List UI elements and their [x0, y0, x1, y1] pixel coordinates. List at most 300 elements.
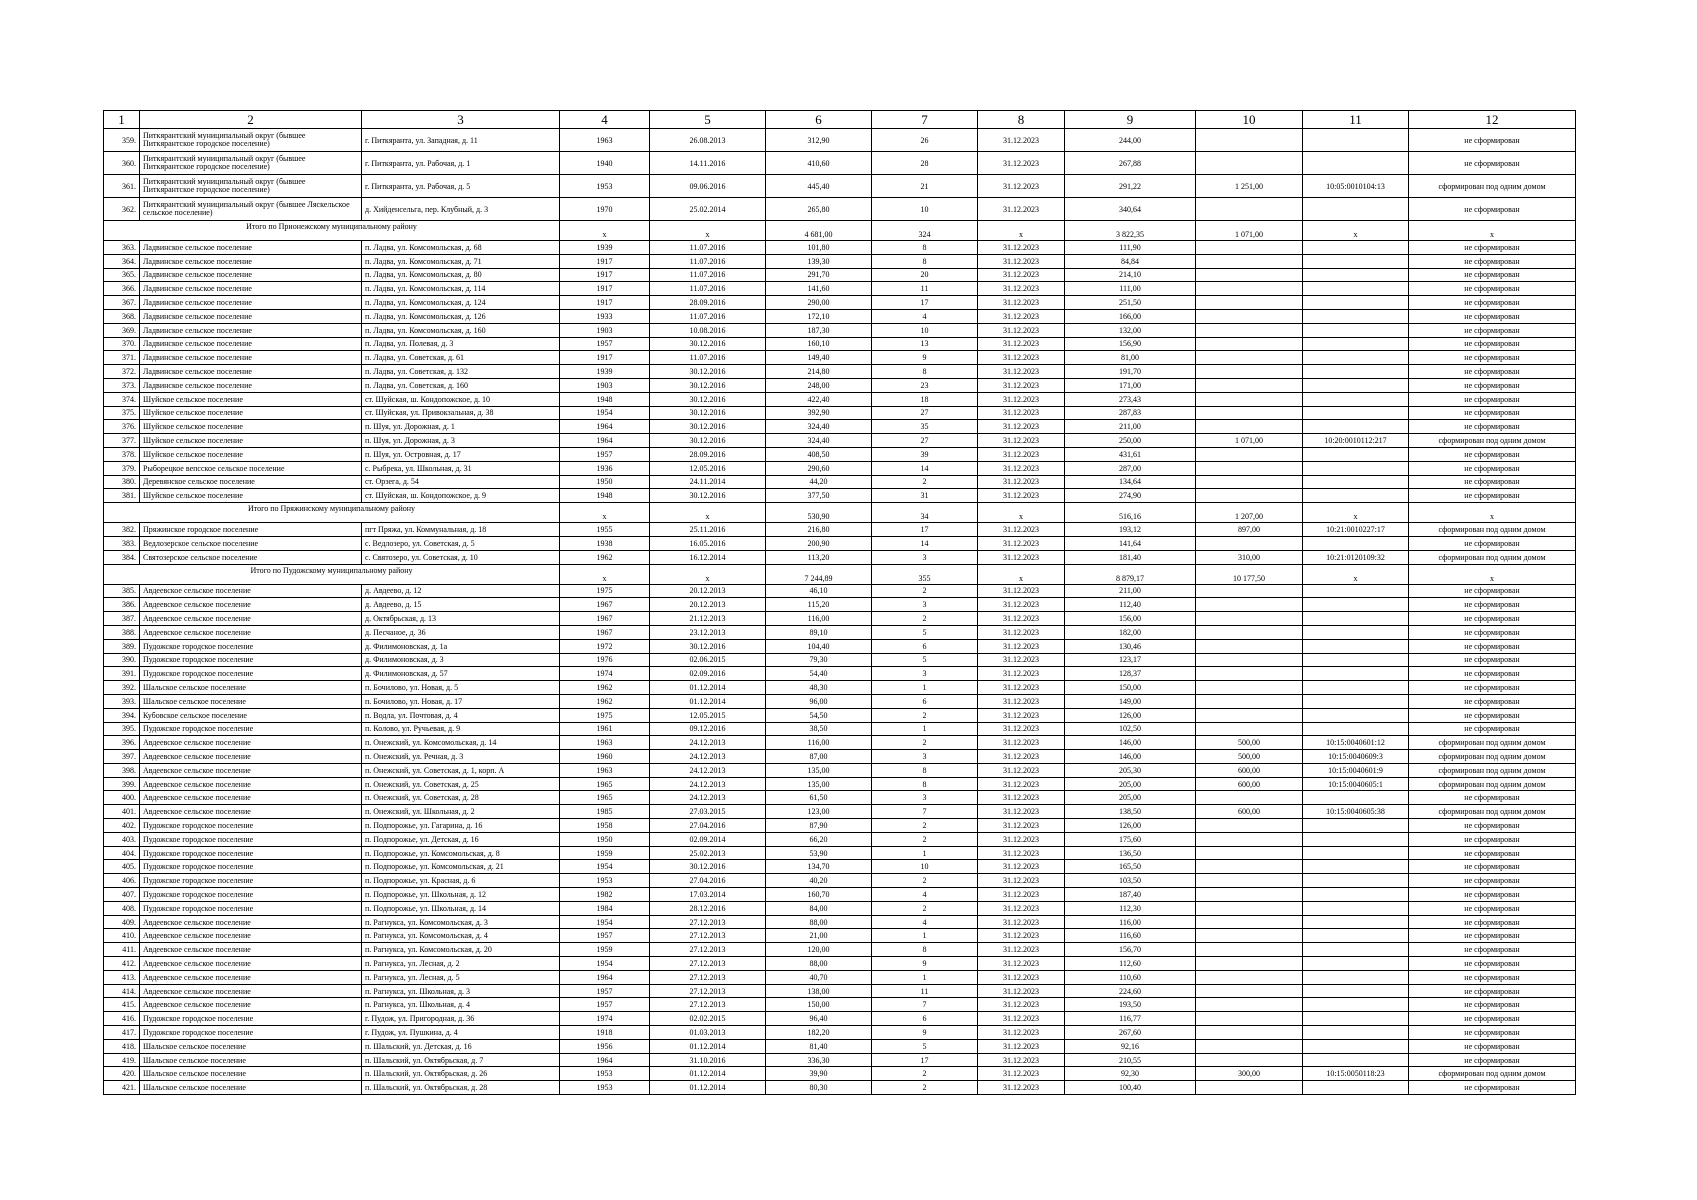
- cell-date: 02.09.2016: [650, 667, 766, 681]
- cell-area-2: 138,50: [1065, 805, 1196, 819]
- cell-plan-date: 31.12.2023: [978, 129, 1065, 152]
- cell-number: 378.: [104, 447, 140, 461]
- cell-address: п. Онежский, ул. Советская, д. 25: [362, 777, 560, 791]
- cell-year: 1964: [560, 420, 650, 434]
- cell-number: 417.: [104, 1026, 140, 1040]
- cell-status: не сформирован: [1409, 584, 1576, 598]
- cell-cadastral: [1303, 970, 1409, 984]
- cell-address: п. Онежский, ул. Школьная, д. 2: [362, 805, 560, 819]
- cell-plan-date: 31.12.2023: [978, 736, 1065, 750]
- cell-municipality: Кубовское сельское поселение: [140, 708, 362, 722]
- cell-people: 8: [872, 763, 978, 777]
- cell-area: 40,70: [766, 970, 872, 984]
- cell-cadastral: [1303, 1081, 1409, 1095]
- table-row: [104, 129, 1576, 152]
- col-header-4: 4: [560, 111, 650, 129]
- cell-people: 10: [872, 198, 978, 221]
- cell-land-area: [1196, 461, 1303, 475]
- cell-status: не сформирован: [1409, 888, 1576, 902]
- cell-area: 160,70: [766, 888, 872, 902]
- cell-year: 1953: [560, 1081, 650, 1095]
- cell-address: ст. Шуйская, ул. Привокзальная, д. 38: [362, 406, 560, 420]
- cell-number: 403.: [104, 832, 140, 846]
- cell-people: 10: [872, 860, 978, 874]
- cell-year: 1974: [560, 1012, 650, 1026]
- cell-area-2: 156,90: [1065, 337, 1196, 351]
- cell-area: 324,40: [766, 420, 872, 434]
- cell-address: п. Ладва, ул. Комсомольская, д. 71: [362, 254, 560, 268]
- cell-date: 27.12.2013: [650, 957, 766, 971]
- cell-number: 396.: [104, 736, 140, 750]
- cell-area: 324,40: [766, 434, 872, 448]
- cell-cadastral: x: [1303, 221, 1409, 241]
- cell-number: 388.: [104, 625, 140, 639]
- cell-people: 2: [872, 819, 978, 833]
- table-row: [104, 694, 1576, 708]
- cell-municipality: Авдеевское сельское поселение: [140, 929, 362, 943]
- table-row: [104, 1012, 1576, 1026]
- cell-area: 141,60: [766, 282, 872, 296]
- cell-area-2: 181,40: [1065, 550, 1196, 564]
- cell-number: 374.: [104, 392, 140, 406]
- table-row: [104, 639, 1576, 653]
- cell-address: ст. Орзега, д. 54: [362, 475, 560, 489]
- cell-land-area: [1196, 639, 1303, 653]
- cell-cadastral: [1303, 1026, 1409, 1040]
- cell-area: 116,00: [766, 612, 872, 626]
- cell-plan-date: x: [978, 221, 1065, 241]
- cell-date: x: [650, 221, 766, 241]
- cell-status: не сформирован: [1409, 282, 1576, 296]
- cell-people: 3: [872, 750, 978, 764]
- cell-year: 1948: [560, 489, 650, 503]
- cell-plan-date: 31.12.2023: [978, 846, 1065, 860]
- cell-area-2: 273,43: [1065, 392, 1196, 406]
- cell-municipality: Пудожское городское поселение: [140, 667, 362, 681]
- cell-municipality: Шуйское сельское поселение: [140, 406, 362, 420]
- cell-cadastral: 10:15:0040605:38: [1303, 805, 1409, 819]
- cell-cadastral: [1303, 998, 1409, 1012]
- cell-plan-date: 31.12.2023: [978, 901, 1065, 915]
- cell-people: 3: [872, 598, 978, 612]
- cell-date: 30.12.2016: [650, 365, 766, 379]
- cell-status: не сформирован: [1409, 365, 1576, 379]
- cell-land-area: [1196, 901, 1303, 915]
- cell-land-area: [1196, 874, 1303, 888]
- cell-area: 123,00: [766, 805, 872, 819]
- cell-date: 01.12.2014: [650, 1081, 766, 1095]
- cell-date: 30.12.2016: [650, 434, 766, 448]
- cell-date: 12.05.2016: [650, 461, 766, 475]
- cell-area-2: 150,00: [1065, 681, 1196, 695]
- cell-address: п. Подпорожье, ул. Гагарина, д. 16: [362, 819, 560, 833]
- cell-plan-date: 31.12.2023: [978, 625, 1065, 639]
- cell-cadastral: [1303, 392, 1409, 406]
- cell-area-2: 166,00: [1065, 309, 1196, 323]
- cell-number: 411.: [104, 943, 140, 957]
- cell-status: сформирован под одним домом: [1409, 1067, 1576, 1081]
- cell-year: 1936: [560, 461, 650, 475]
- cell-people: 2: [872, 612, 978, 626]
- cell-plan-date: 31.12.2023: [978, 1012, 1065, 1026]
- cell-number: 359.: [104, 129, 140, 152]
- cell-people: 13: [872, 337, 978, 351]
- cell-municipality: Пудожское городское поселение: [140, 819, 362, 833]
- cell-municipality: Авдеевское сельское поселение: [140, 998, 362, 1012]
- cell-date: 21.12.2013: [650, 612, 766, 626]
- cell-municipality: Ладвинское сельское поселение: [140, 268, 362, 282]
- cell-plan-date: 31.12.2023: [978, 1039, 1065, 1053]
- cell-cadastral: [1303, 625, 1409, 639]
- cell-date: 27.12.2013: [650, 915, 766, 929]
- cell-area: 160,10: [766, 337, 872, 351]
- col-header-10: 10: [1196, 111, 1303, 129]
- cell-address: п. Шальский, ул. Детская, д. 16: [362, 1039, 560, 1053]
- cell-status: не сформирован: [1409, 475, 1576, 489]
- cell-land-area: 500,00: [1196, 736, 1303, 750]
- cell-area: 392,90: [766, 406, 872, 420]
- table-row: [104, 1026, 1576, 1040]
- cell-plan-date: x: [978, 503, 1065, 523]
- table-row: [104, 970, 1576, 984]
- cell-date: 24.12.2013: [650, 791, 766, 805]
- cell-people: 21: [872, 175, 978, 198]
- cell-land-area: 300,00: [1196, 1067, 1303, 1081]
- cell-land-area: [1196, 323, 1303, 337]
- cell-address: п. Рагнукса, ул. Школьная, д. 4: [362, 998, 560, 1012]
- cell-people: 10: [872, 323, 978, 337]
- cell-people: 7: [872, 998, 978, 1012]
- cell-cadastral: [1303, 584, 1409, 598]
- cell-area: 39,90: [766, 1067, 872, 1081]
- cell-people: 5: [872, 1039, 978, 1053]
- cell-address: п. Ладва, ул. Комсомольская, д. 126: [362, 309, 560, 323]
- cell-plan-date: 31.12.2023: [978, 550, 1065, 564]
- cell-status: не сформирован: [1409, 1012, 1576, 1026]
- cell-year: 1933: [560, 309, 650, 323]
- cell-municipality: Деревянское сельское поселение: [140, 475, 362, 489]
- cell-area-2: 210,55: [1065, 1053, 1196, 1067]
- table-row: [104, 175, 1576, 198]
- cell-cadastral: [1303, 984, 1409, 998]
- cell-number: 404.: [104, 846, 140, 860]
- total-label: Итого по Пряжинскому муниципальному району: [104, 503, 560, 523]
- cell-date: 09.12.2016: [650, 722, 766, 736]
- cell-status: не сформирован: [1409, 639, 1576, 653]
- cell-address: п. Бочилово, ул. Новая, д. 17: [362, 694, 560, 708]
- table-row: [104, 777, 1576, 791]
- cell-area: 150,00: [766, 998, 872, 1012]
- cell-land-area: [1196, 832, 1303, 846]
- cell-cadastral: [1303, 943, 1409, 957]
- cell-cadastral: [1303, 198, 1409, 221]
- cell-area: 422,40: [766, 392, 872, 406]
- cell-land-area: [1196, 1039, 1303, 1053]
- cell-date: x: [650, 503, 766, 523]
- cell-number: 390.: [104, 653, 140, 667]
- cell-date: 17.03.2014: [650, 888, 766, 902]
- cell-status: не сформирован: [1409, 351, 1576, 365]
- cell-number: 400.: [104, 791, 140, 805]
- cell-municipality: Авдеевское сельское поселение: [140, 957, 362, 971]
- cell-number: 401.: [104, 805, 140, 819]
- cell-address: п. Шуя, ул. Островная, д. 17: [362, 447, 560, 461]
- cell-status: сформирован под одним домом: [1409, 805, 1576, 819]
- table-row: [104, 874, 1576, 888]
- cell-land-area: [1196, 129, 1303, 152]
- cell-area-2: 156,00: [1065, 612, 1196, 626]
- cell-number: 408.: [104, 901, 140, 915]
- cell-number: 397.: [104, 750, 140, 764]
- cell-address: п. Шальский, ул. Октябрьская, д. 28: [362, 1081, 560, 1095]
- cell-area: 291,70: [766, 268, 872, 282]
- table-row: [104, 667, 1576, 681]
- cell-address: п. Ладва, ул. Комсомольская, д. 114: [362, 282, 560, 296]
- cell-date: 16.05.2016: [650, 536, 766, 550]
- cell-land-area: [1196, 708, 1303, 722]
- cell-status: не сформирован: [1409, 915, 1576, 929]
- cell-cadastral: [1303, 901, 1409, 915]
- total-row: [104, 564, 1576, 584]
- cell-land-area: [1196, 584, 1303, 598]
- cell-year: 1917: [560, 351, 650, 365]
- cell-year: 1963: [560, 129, 650, 152]
- cell-area-2: 112,30: [1065, 901, 1196, 915]
- cell-people: 1: [872, 722, 978, 736]
- cell-cadastral: [1303, 791, 1409, 805]
- cell-status: не сформирован: [1409, 846, 1576, 860]
- cell-area-2: 130,46: [1065, 639, 1196, 653]
- cell-address: п. Подпорожье, ул. Детская, д. 16: [362, 832, 560, 846]
- cell-date: 23.12.2013: [650, 625, 766, 639]
- cell-cadastral: [1303, 694, 1409, 708]
- cell-year: 1985: [560, 805, 650, 819]
- cell-area: 84,00: [766, 901, 872, 915]
- cell-year: 1976: [560, 653, 650, 667]
- cell-cadastral: [1303, 461, 1409, 475]
- cell-area-2: 8 879,17: [1065, 564, 1196, 584]
- cell-status: не сформирован: [1409, 612, 1576, 626]
- cell-municipality: Пудожское городское поселение: [140, 653, 362, 667]
- cell-municipality: Авдеевское сельское поселение: [140, 598, 362, 612]
- cell-year: 1964: [560, 1053, 650, 1067]
- table-row: [104, 708, 1576, 722]
- cell-address: с. Святозеро, ул. Советская, д. 10: [362, 550, 560, 564]
- cell-status: не сформирован: [1409, 653, 1576, 667]
- cell-number: 420.: [104, 1067, 140, 1081]
- cell-status: не сформирован: [1409, 874, 1576, 888]
- cell-number: 361.: [104, 175, 140, 198]
- table-row: [104, 392, 1576, 406]
- cell-people: 2: [872, 1081, 978, 1095]
- cell-area-2: 84,84: [1065, 254, 1196, 268]
- cell-area-2: 211,00: [1065, 420, 1196, 434]
- cell-status: не сформирован: [1409, 832, 1576, 846]
- cell-address: г. Питкяранта, ул. Западная, д. 11: [362, 129, 560, 152]
- cell-year: 1957: [560, 337, 650, 351]
- cell-cadastral: [1303, 681, 1409, 695]
- cell-status: не сформирован: [1409, 998, 1576, 1012]
- cell-people: 2: [872, 901, 978, 915]
- cell-plan-date: x: [978, 564, 1065, 584]
- cell-area: 54,50: [766, 708, 872, 722]
- cell-status: не сформирован: [1409, 536, 1576, 550]
- cell-municipality: Авдеевское сельское поселение: [140, 612, 362, 626]
- table-row: [104, 241, 1576, 255]
- table-row: [104, 198, 1576, 221]
- cell-plan-date: 31.12.2023: [978, 523, 1065, 537]
- cell-address: п. Рагнукса, ул. Школьная, д. 3: [362, 984, 560, 998]
- cell-status: не сформирован: [1409, 598, 1576, 612]
- cell-area-2: 193,50: [1065, 998, 1196, 1012]
- cell-date: 31.10.2016: [650, 1053, 766, 1067]
- cell-area-2: 92,30: [1065, 1067, 1196, 1081]
- cell-area: 40,20: [766, 874, 872, 888]
- cell-status: не сформирован: [1409, 708, 1576, 722]
- cell-area-2: 431,61: [1065, 447, 1196, 461]
- cell-cadastral: [1303, 874, 1409, 888]
- cell-land-area: 600,00: [1196, 805, 1303, 819]
- table-row: [104, 625, 1576, 639]
- cell-year: 1963: [560, 736, 650, 750]
- cell-number: 370.: [104, 337, 140, 351]
- cell-number: 389.: [104, 639, 140, 653]
- cell-plan-date: 31.12.2023: [978, 420, 1065, 434]
- cell-people: 9: [872, 957, 978, 971]
- cell-people: 324: [872, 221, 978, 241]
- cell-status: не сформирован: [1409, 420, 1576, 434]
- cell-plan-date: 31.12.2023: [978, 832, 1065, 846]
- cell-area-2: 156,70: [1065, 943, 1196, 957]
- cell-area: 200,90: [766, 536, 872, 550]
- cell-year: x: [560, 221, 650, 241]
- cell-area-2: 146,00: [1065, 750, 1196, 764]
- cell-land-area: [1196, 860, 1303, 874]
- cell-area-2: 128,37: [1065, 667, 1196, 681]
- cell-date: 27.03.2015: [650, 805, 766, 819]
- cell-area: 96,00: [766, 694, 872, 708]
- cell-municipality: Пудожское городское поселение: [140, 722, 362, 736]
- table-row: [104, 1081, 1576, 1095]
- cell-plan-date: 31.12.2023: [978, 536, 1065, 550]
- cell-year: 1917: [560, 268, 650, 282]
- cell-cadastral: [1303, 323, 1409, 337]
- cell-people: 8: [872, 943, 978, 957]
- cell-status: не сформирован: [1409, 984, 1576, 998]
- cell-land-area: [1196, 819, 1303, 833]
- cell-municipality: Питкярантский муниципальный округ (бывшее Ляскельское сельское поселение): [140, 198, 362, 221]
- cell-area: 182,20: [766, 1026, 872, 1040]
- table-row: [104, 750, 1576, 764]
- cell-area-2: 116,60: [1065, 929, 1196, 943]
- cell-area: 139,30: [766, 254, 872, 268]
- cell-people: 9: [872, 351, 978, 365]
- cell-date: 25.02.2013: [650, 846, 766, 860]
- cell-address: с. Рыбрека, ул. Школьная, д. 31: [362, 461, 560, 475]
- cell-municipality: Авдеевское сельское поселение: [140, 984, 362, 998]
- table-row: [104, 612, 1576, 626]
- cell-municipality: Шуйское сельское поселение: [140, 434, 362, 448]
- cell-status: не сформирован: [1409, 681, 1576, 695]
- cell-year: 1975: [560, 584, 650, 598]
- cell-number: 373.: [104, 378, 140, 392]
- table-row: [104, 434, 1576, 448]
- cell-cadastral: [1303, 957, 1409, 971]
- cell-area: 53,90: [766, 846, 872, 860]
- cell-address: п. Шуя, ул. Дорожная, д. 1: [362, 420, 560, 434]
- cell-area-2: 291,22: [1065, 175, 1196, 198]
- cell-year: 1967: [560, 598, 650, 612]
- cell-cadastral: [1303, 653, 1409, 667]
- cell-land-area: [1196, 392, 1303, 406]
- table-body: [104, 129, 1576, 1095]
- cell-cadastral: 10:15:0040605:1: [1303, 777, 1409, 791]
- cell-cadastral: [1303, 420, 1409, 434]
- cell-people: 14: [872, 461, 978, 475]
- cell-number: 363.: [104, 241, 140, 255]
- cell-status: сформирован под одним домом: [1409, 763, 1576, 777]
- cell-year: 1982: [560, 888, 650, 902]
- cell-date: 11.07.2016: [650, 241, 766, 255]
- cell-date: 02.02.2015: [650, 1012, 766, 1026]
- cell-number: 407.: [104, 888, 140, 902]
- cell-address: д. Филимоновская, д. 57: [362, 667, 560, 681]
- cell-cadastral: [1303, 612, 1409, 626]
- cell-date: 28.12.2016: [650, 901, 766, 915]
- cell-municipality: Питкярантский муниципальный округ (бывшее Питкярантское городское поселение): [140, 175, 362, 198]
- cell-address: д. Песчаное, д. 36: [362, 625, 560, 639]
- cell-address: п. Рагнукса, ул. Комсомольская, д. 20: [362, 943, 560, 957]
- cell-plan-date: 31.12.2023: [978, 805, 1065, 819]
- cell-number: 384.: [104, 550, 140, 564]
- cell-year: 1956: [560, 1039, 650, 1053]
- cell-people: 11: [872, 282, 978, 296]
- table-row: [104, 351, 1576, 365]
- cell-address: п. Шальский, ул. Октябрьская, д. 26: [362, 1067, 560, 1081]
- cell-plan-date: 31.12.2023: [978, 323, 1065, 337]
- cell-year: 1962: [560, 694, 650, 708]
- cell-date: 27.12.2013: [650, 970, 766, 984]
- cell-status: не сформирован: [1409, 1039, 1576, 1053]
- cell-area-2: 214,10: [1065, 268, 1196, 282]
- cell-status: не сформирован: [1409, 406, 1576, 420]
- cell-municipality: Шальское сельское поселение: [140, 1067, 362, 1081]
- cell-date: 27.04.2016: [650, 874, 766, 888]
- table-row: [104, 461, 1576, 475]
- cell-people: 34: [872, 503, 978, 523]
- table-row: [104, 447, 1576, 461]
- cell-municipality: Шуйское сельское поселение: [140, 447, 362, 461]
- table-row: [104, 653, 1576, 667]
- cell-cadastral: x: [1303, 503, 1409, 523]
- cell-cadastral: [1303, 819, 1409, 833]
- cell-area: 46,10: [766, 584, 872, 598]
- cell-area-2: 274,90: [1065, 489, 1196, 503]
- cell-plan-date: 31.12.2023: [978, 777, 1065, 791]
- table-row: [104, 819, 1576, 833]
- total-label: Итого по Пудожскому муниципальному району: [104, 564, 560, 584]
- cell-land-area: [1196, 337, 1303, 351]
- col-header-9: 9: [1065, 111, 1196, 129]
- cell-year: 1967: [560, 612, 650, 626]
- cell-area: 115,20: [766, 598, 872, 612]
- cell-year: 1957: [560, 929, 650, 943]
- col-header-11: 11: [1303, 111, 1409, 129]
- table-row: [104, 254, 1576, 268]
- cell-municipality: Авдеевское сельское поселение: [140, 584, 362, 598]
- cell-status: не сформирован: [1409, 447, 1576, 461]
- cell-status: не сформирован: [1409, 152, 1576, 175]
